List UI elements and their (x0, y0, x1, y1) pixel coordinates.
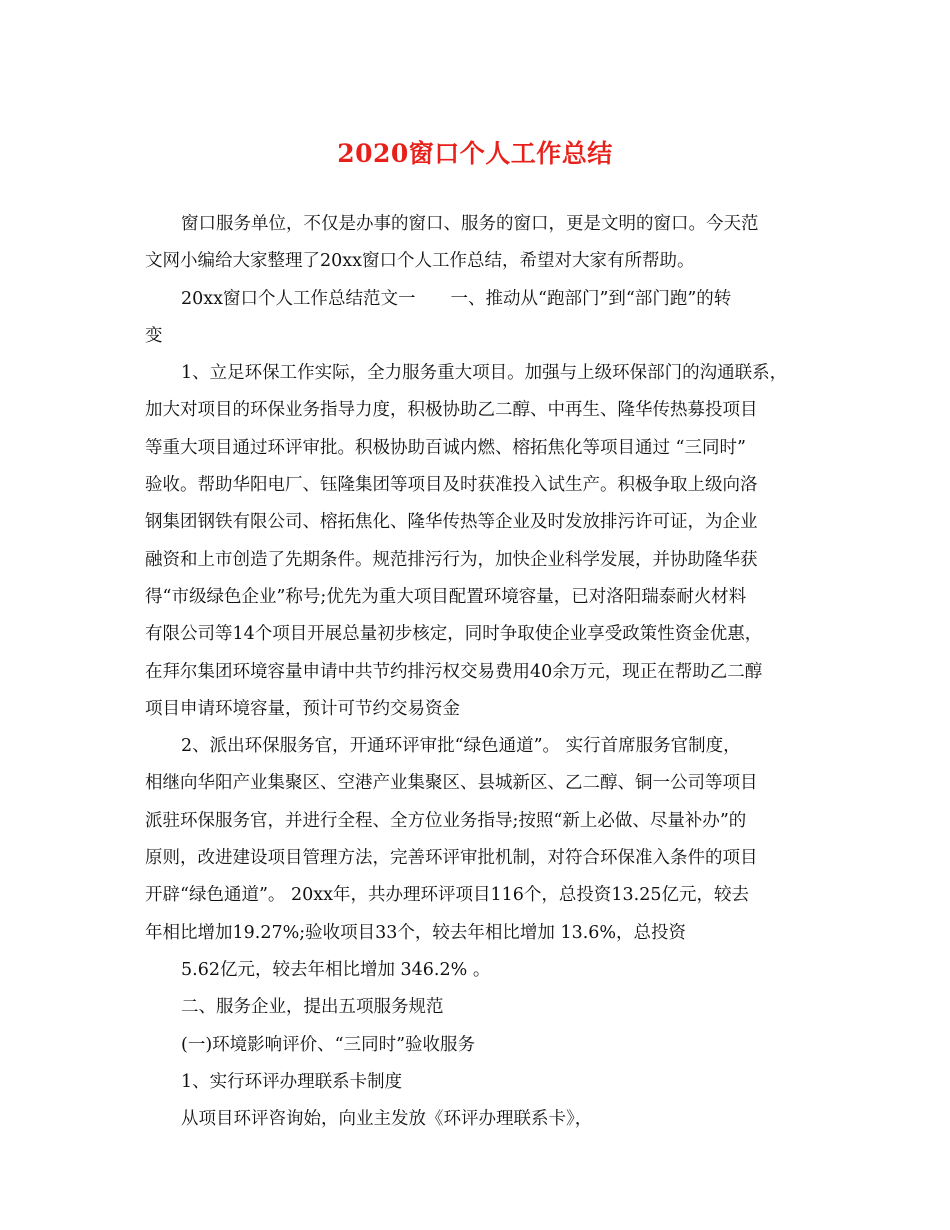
body-line: 有限公司等14个项目开展总量初步核定，同时争取使企业享受政策性资金优惠， (145, 624, 763, 645)
body-line: 钢集团钢铁有限公司、榕拓焦化、隆华传热等企业及时发放排污许可证，为企业 (145, 512, 758, 533)
body-line: 5.62亿元，较去年相比增加 346.2% 。 (181, 959, 491, 980)
body-line: 20xx窗口个人工作总结范文一 一、推动从“跑部门”到“部门跑”的转 (181, 288, 732, 309)
body-line: 1、立足环保工作实际，全力服务重大项目。加强与上级环保部门的沟通联系， (181, 363, 788, 384)
body-line: 项目申请环境容量，预计可节约交易资金 (145, 698, 460, 719)
body-line: (一)环境影响评价、“三同时”验收服务 (181, 1034, 476, 1055)
body-line: 验收。帮助华阳电厂、钰隆集团等项目及时获准投入试生产。积极争取上级向洛 (145, 475, 758, 496)
body-line: 窗口服务单位，不仅是办事的窗口、服务的窗口，更是文明的窗口。今天范 (181, 214, 759, 234)
body-line: 原则，改进建设项目管理方法，完善环评审批机制，对符合环保准入条件的项目 (145, 848, 758, 869)
body-line: 派驻环保服务官，并进行全程、全方位业务指导;按照“新上必做、尽量补办”的 (145, 810, 747, 831)
body-line: 年相比增加19.27%;验收项目33个，较去年相比增加 13.6%，总投资 (145, 922, 687, 943)
body-line: 文网小编给大家整理了20xx窗口个人工作总结，希望对大家有所帮助。 (145, 251, 695, 272)
body-line: 融资和上市创造了先期条件。规范排污行为，加快企业科学发展，并协助隆华获 (145, 549, 758, 570)
body-line: 二、服务企业，提出五项服务规范 (181, 997, 444, 1018)
body-line: 从项目环评咨询始，向业主发放《环评办理联系卡》， (181, 1109, 593, 1130)
body-line: 在拜尔集团环境容量申请中共节约排污权交易费用40余万元，现正在帮助乙二醇 (145, 661, 763, 682)
body-line: 等重大项目通过环评审批。积极协助百诚内燃、榕拓焦化等项目通过 “三同时” (145, 437, 746, 458)
body-line: 得“市级绿色企业”称号;优先为重大项目配置环境容量，已对洛阳瑞泰耐火材料 (145, 586, 747, 607)
body-line: 加大对项目的环保业务指导力度，积极协助乙二醇、中再生、隆华传热募投项目 (145, 400, 758, 421)
body-line: 1、实行环评办理联系卡制度 (181, 1071, 403, 1092)
document-body (145, 206, 825, 1138)
body-line: 开辟“绿色通道”。 20xx年，共办理环评项目116个，总投资13.25亿元，较去 (145, 885, 749, 906)
body-line: 相继向华阳产业集聚区、空港产业集聚区、县城新区、乙二醇、铜一公司等项目 (145, 773, 758, 794)
body-line: 变 (145, 325, 163, 346)
body-line: 2、派出环保服务官，开通环评审批“绿色通道”。 实行首席服务官制度， (181, 736, 741, 757)
document-title: 2020窗口个人工作总结 (337, 139, 613, 168)
